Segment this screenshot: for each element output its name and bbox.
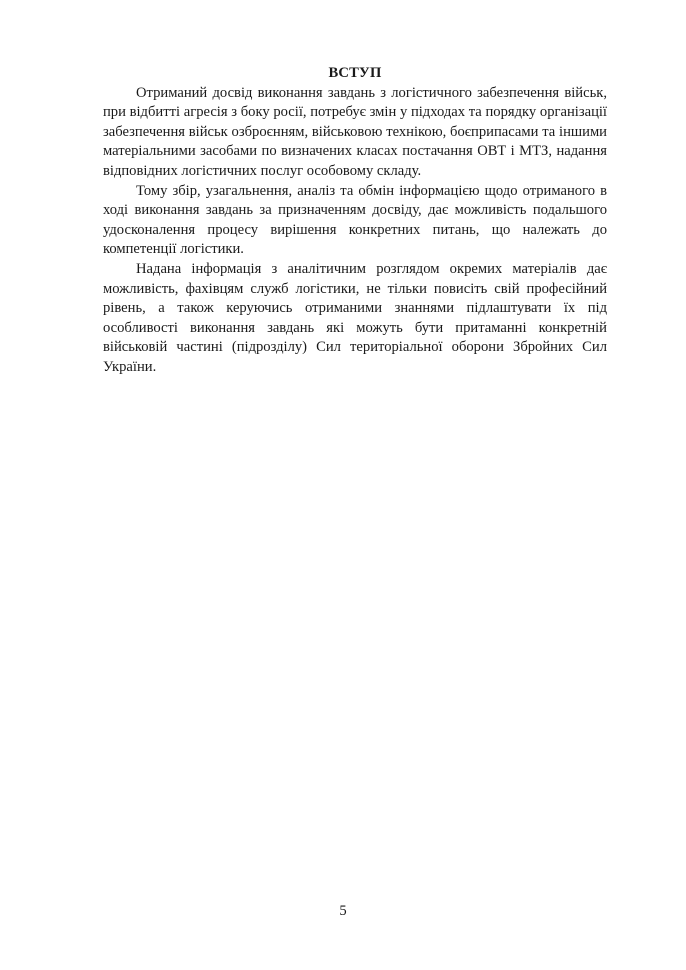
paragraph-2: Тому збір, узагальнення, аналіз та обмін інформацією щодо отриманого в ході виконання завдань за призначенням досвіду, дає можливість подальшого удосконалення процесу вирішення конкретних питань, що належать до компетенції логістики. bbox=[103, 182, 607, 258]
page-content bbox=[103, 64, 607, 378]
section-heading: ВСТУП bbox=[328, 65, 382, 81]
page-number: 5 bbox=[339, 903, 347, 919]
paragraph-3: Надана інформація з аналітичним розглядом окремих матеріалів дає можливість, фахівцям служб логістики, не тільки повисіть свій професійний рівень, а також керуючись отриманими знаннями підлаштувати їх під особливості виконання завдань які можуть бути притаманні конкретній військовій частині (підрозділу) Сил територіальної оборони Збройних Сил України. bbox=[103, 260, 607, 375]
paragraph-1: Отриманий досвід виконання завдань з логістичного забезпечення військ, при відбитті агресія з боку росії, потребує змін у підходах та порядку організації забезпечення військ озброєнням, військовою технікою, боєприпасами та іншими матеріальними засобами по визначених класах постачання ОВТ і МТЗ, надання відповідних логістичних послуг особовому складу. bbox=[103, 84, 607, 179]
